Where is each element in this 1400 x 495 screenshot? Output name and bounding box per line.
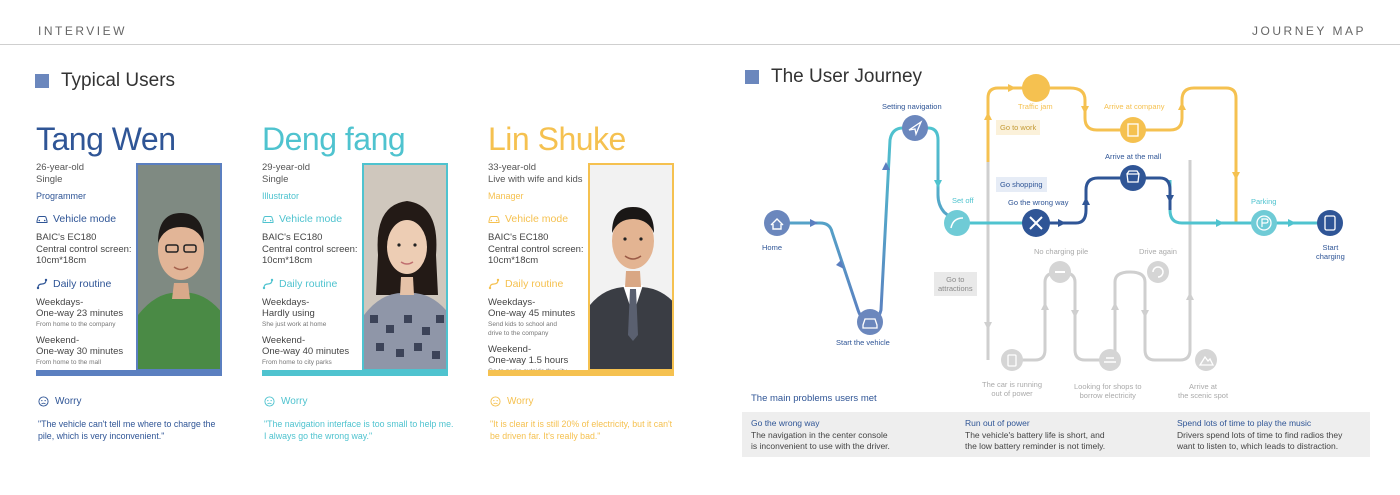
node-arrive-scenic [1195, 349, 1217, 371]
vehicle-model: BAIC's EC180 [36, 232, 97, 243]
problem-text: the low battery reminder is not timely. [965, 441, 1106, 451]
label-running-out: The car is running out of power [982, 380, 1043, 398]
avatar [136, 163, 222, 371]
label-no-charging: No charging pile [1034, 247, 1089, 256]
header-interview: INTERVIEW [38, 24, 127, 38]
worry-heading [490, 396, 533, 407]
problem-text: The vehicle's battery life is short, and [965, 430, 1105, 440]
persona-job: Manager [488, 191, 524, 201]
user-journey-title-text: The User Journey [771, 66, 923, 87]
node-start-charging [1317, 210, 1343, 236]
routine-weekdays: Weekdays- [36, 296, 84, 308]
label-looking-shops: Looking for shops to borrow electricity [1074, 382, 1142, 400]
vehicle-screen-size: 10cm*18cm [36, 255, 87, 266]
label-setting-navigation: Setting navigation [882, 102, 942, 111]
worry-quote: "The vehicle can't tell me where to charge the pile, which is very inconvenient." [38, 419, 216, 441]
vehicle-model: BAIC's EC180 [262, 232, 323, 243]
typical-users-title [35, 70, 175, 92]
problem-heading: Spend lots of time to play the music [1177, 418, 1312, 428]
node-set-off [944, 210, 970, 236]
vehicle-model: BAIC's EC180 [488, 232, 549, 243]
routine-weekdays-time: Hardly using [262, 308, 315, 319]
worry-heading [264, 396, 307, 407]
routine-weekend: Weekend- [36, 334, 80, 346]
header-journey-map: JOURNEY MAP [1252, 24, 1366, 38]
vehicle-screen-size: 10cm*18cm [262, 255, 313, 266]
routine-weekdays-detail-2: drive to the company [488, 329, 549, 337]
persona-name: Lin Shuke [488, 121, 626, 157]
worry-label: Worry [55, 396, 82, 407]
persona-card-deng-fang [262, 122, 452, 452]
node-start-vehicle [857, 309, 883, 335]
label-arrive-company: Arrive at company [1104, 102, 1165, 111]
routine-weekend-detail: From home to city parks [262, 358, 332, 366]
persona-name: Deng fang [262, 121, 406, 157]
node-arrive-company [1120, 117, 1146, 143]
routine-weekdays-time: One-way 45 minutes [488, 308, 576, 319]
routine-weekend-detail: From home to the mall [36, 358, 102, 366]
persona-status: Single [36, 174, 63, 185]
title-square-icon [35, 74, 49, 88]
route-icon [262, 278, 274, 290]
worry-label: Worry [507, 396, 534, 407]
routine-weekend-time: One-way 40 minutes [262, 346, 350, 357]
persona-status: Live with wife and kids [488, 174, 583, 185]
problem-item [1177, 418, 1367, 452]
persona-bottom-bar [262, 370, 448, 376]
persona-age: 33-year-old [488, 162, 537, 173]
routine-weekdays-time: One-way 23 minutes [36, 308, 124, 319]
problem-item [965, 418, 1165, 452]
node-wrong-way [1022, 209, 1050, 237]
car-icon [36, 213, 48, 225]
persona-card-lin-shuke [488, 122, 678, 452]
daily-routine-label: Daily routine [53, 277, 112, 290]
node-traffic-jam [1022, 74, 1050, 102]
avatar [588, 163, 674, 371]
node-looking-shops [1099, 349, 1121, 371]
persona-name: Tang Wen [36, 121, 176, 157]
vehicle-screen: Central control screen: [262, 243, 358, 255]
persona-status: Single [262, 174, 289, 185]
route-icon [488, 278, 500, 290]
persona-job: Programmer [36, 191, 87, 201]
problem-heading: Go the wrong way [751, 418, 820, 428]
problem-item [751, 418, 951, 452]
header-divider [0, 44, 1400, 45]
worry-heading [38, 396, 81, 407]
car-icon [262, 213, 274, 225]
routine-weekend: Weekend- [262, 334, 306, 346]
routine-weekend: Weekend- [488, 343, 532, 355]
node-drive-again [1147, 261, 1169, 283]
journey-map-diagram [740, 60, 1370, 400]
label-start-vehicle: Start the vehicle [836, 338, 890, 347]
node-no-charging [1049, 261, 1071, 283]
routine-weekdays-detail: From home to the company [36, 320, 116, 328]
persona-photo-tang-wen [138, 165, 222, 371]
vehicle-mode-label: Vehicle mode [505, 213, 569, 225]
vehicle-screen: Central control screen: [488, 243, 584, 255]
vehicle-mode-label: Vehicle mode [53, 213, 117, 225]
label-parking: Parking [1251, 197, 1277, 206]
tag-go-to-work: Go to work [996, 120, 1040, 135]
sad-face-icon [490, 396, 501, 407]
problems-panel [742, 412, 1370, 457]
problem-text: is inconvenient to use with the driver. [751, 441, 890, 451]
problem-text: The navigation in the center console [751, 430, 888, 440]
node-arrive-mall [1120, 165, 1146, 191]
tag-go-shopping: Go shopping [996, 177, 1047, 192]
route-icon [36, 278, 48, 290]
routine-weekend-time: One-way 1.5 hours [488, 355, 569, 366]
label-home: Home [762, 243, 783, 252]
label-wrong-way: Go the wrong way [1008, 198, 1069, 207]
routine-weekend-time: One-way 30 minutes [36, 346, 124, 357]
label-start-charging: Start charging [1316, 243, 1345, 261]
vehicle-mode-label: Vehicle mode [279, 213, 343, 225]
node-parking [1251, 210, 1277, 236]
label-arrive-mall: Arrive at the mall [1105, 152, 1162, 161]
node-setting-navigation [902, 115, 928, 141]
label-set-off: Set off [952, 196, 974, 205]
persona-photo-deng-fang [364, 165, 448, 371]
persona-bottom-bar [488, 370, 674, 376]
vehicle-screen-size: 10cm*18cm [488, 255, 539, 266]
node-running-out [1001, 349, 1023, 371]
routine-weekdays: Weekdays- [262, 296, 310, 308]
sad-face-icon [38, 396, 49, 407]
daily-routine-label: Daily routine [279, 277, 338, 290]
worry-label: Worry [281, 396, 308, 407]
vehicle-screen: Central control screen: [36, 243, 132, 255]
daily-routine-label: Daily routine [505, 277, 564, 290]
label-drive-again: Drive again [1139, 247, 1177, 256]
persona-bottom-bar [36, 370, 222, 376]
tag-go-to-attractions: Go to attractions [934, 272, 977, 296]
problems-title: The main problems users met [751, 393, 877, 404]
route-arrows [810, 124, 920, 269]
car-icon [488, 213, 500, 225]
problem-text: want to listen to, which leads to distraction. [1177, 441, 1339, 451]
label-traffic-jam: Traffic jam [1018, 102, 1053, 111]
routine-weekdays-detail: Send kids to school and [488, 320, 558, 328]
start-path [777, 128, 957, 322]
problem-text: Drivers spend lots of time to find radios they [1177, 430, 1343, 440]
problem-heading: Run out of power [965, 418, 1030, 428]
typical-users-title-text: Typical Users [61, 70, 176, 91]
routine-weekdays: Weekdays- [488, 296, 536, 308]
node-home [764, 210, 790, 236]
worry-quote: "The navigation interface is too small to help me. I always go the wrong way." [264, 419, 454, 441]
label-arrive-scenic: Arrive at the scenic spot [1178, 382, 1229, 400]
worry-quote: "It is clear it is still 20% of electricity, but it can't be driven far. It's really bad." [490, 419, 673, 441]
persona-card-tang-wen [36, 122, 226, 452]
persona-age: 26-year-old [36, 162, 85, 173]
avatar [362, 163, 448, 371]
persona-job: Illustrator [262, 191, 300, 201]
sad-face-icon [264, 396, 275, 407]
persona-photo-lin-shuke [590, 165, 674, 371]
routine-weekdays-detail: She just work at home [262, 320, 327, 328]
persona-age: 29-year-old [262, 162, 311, 173]
